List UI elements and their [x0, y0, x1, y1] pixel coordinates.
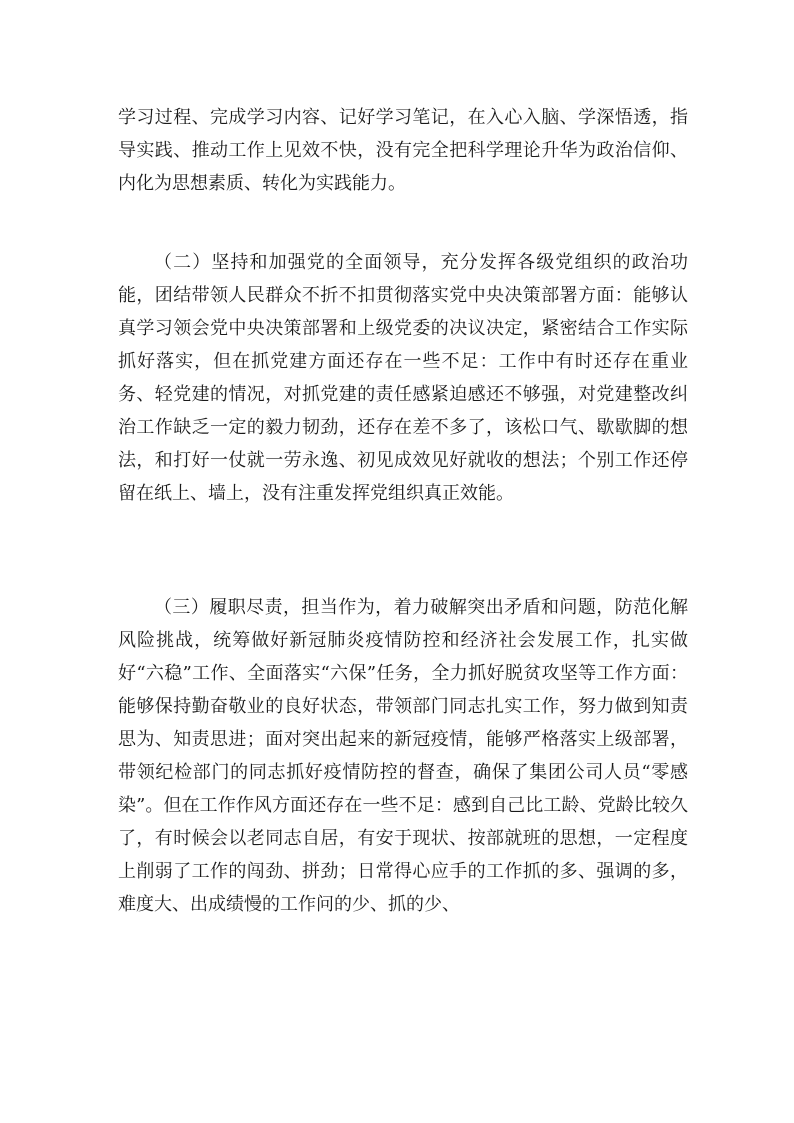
paragraph-duty-performance: （三）履职尽责，担当作为，着力破解突出矛盾和问题，防范化解风险挑战，统筹做好新冠肺炎疫情防控和经济社会发展工作，扎实做好“六稳”工作、全面落实“六保”任务，全力抓好脱贫攻坚等工作方面：能够保持勤奋敬业的良好状态，带领部门同志扎实工作，努力做到知责思为、知责思进；面对突出起来的新冠疫情，能够严格落实上级部署，带领纪检部门的同志抓好疫情防控的督查，确保了集团公司人员“零感染”。但在工作作风方面还存在一些不足：感到自己比工龄、党龄比较久了，有时候会以老同志自居，有安于现状、按部就班的思想，一定程度上削弱了工作的闯劲、拼劲；日常得心应手的工作抓的多、强调的多，难度大、出成绩慢的工作问的少、抓的少、	[118, 597, 688, 915]
paragraph-party-leadership: （二）坚持和加强党的全面领导，充分发挥各级党组织的政治功能，团结带领人民群众不折不扣贯彻落实党中央决策部署方面：能够认真学习领会党中央决策部署和上级党委的决议决定，紧密结合工作实际抓好落实，但在抓党建方面还存在一些不足：工作中有时还存在重业务、轻党建的情况，对抓党建的责任感紧迫感还不够强，对党建整改纠治工作缺乏一定的毅力韧劲，还存在差不多了，该松口气、歇歇脚的想法，和打好一仗就一劳永逸、初见成效见好就收的想法；个别工作还停留在纸上、墙上，没有注重发挥党组织真正效能。	[118, 252, 688, 504]
paragraph-study-continuation: 学习过程、完成学习内容、记好学习笔记，在入心入脑、学深悟透，指导实践、推动工作上见效不快，没有完全把科学理论升华为政治信仰、内化为思想素质、转化为实践能力。	[118, 107, 688, 194]
